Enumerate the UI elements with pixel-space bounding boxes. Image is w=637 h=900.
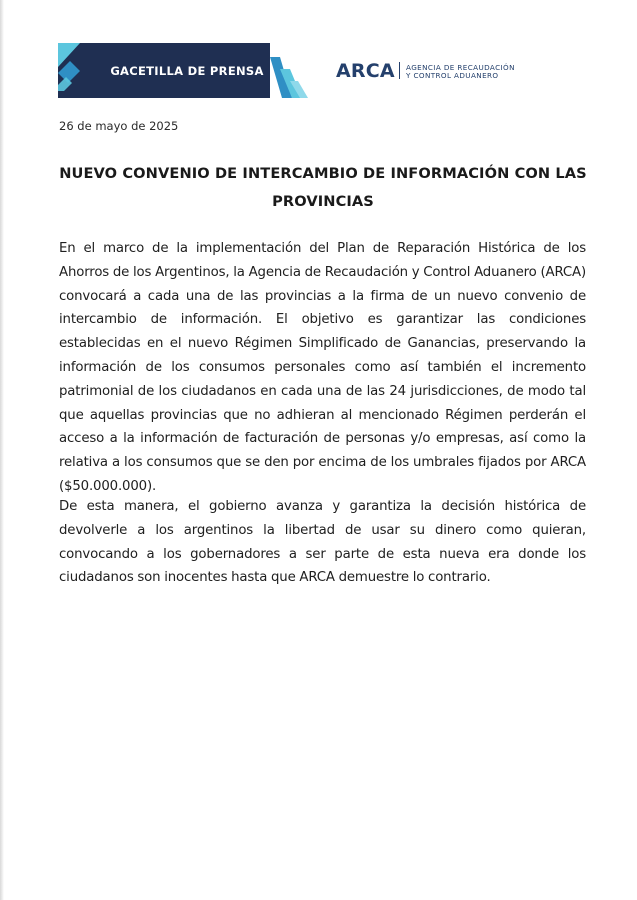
scan-edge [0,0,4,900]
logo-subtitle-line1: AGENCIA DE RECAUDACIÓN [406,63,515,72]
banner-label: GACETILLA DE PRENSA [110,64,264,78]
logo-divider [399,62,400,79]
press-release-banner [58,43,312,98]
release-date: 26 de mayo de 2025 [59,119,179,133]
body-paragraph: De esta manera, el gobierno avanza y garantiza la decisión histórica de devolverle a los argentinos la libertad de usar su dinero como quieran, convocando a los gobernadores a ser parte de esta nueva era donde los ciudadanos son inocentes hasta que ARCA demuestre lo contrario. [59,499,586,586]
logo-subtitle-line2: Y CONTROL ADUANERO [406,71,499,80]
body-paragraph: En el marco de la implementación del Plan de Reparación Histórica de los Ahorros de los Argentinos, la Agencia de Recaudación y Control Aduanero (ARCA) convocará a cada una de las provincias a la firma de un nuevo convenio de intercambio de información. El objetivo es garantizar las condiciones establecidas en el nuevo Régimen Simplificado de Ganancias, preservando la información de los consumos personales como así también el incremento patrimonial de los ciudadanos en cada una de las 24 jurisdicciones, de modo tal que aquellas provincias que no adhieran al mencionado Régimen perderán el acceso a la información de facturación de personas y/o empresas, así como la relativa a los consumos que se den por encima de los umbrales fijados por ARCA ($50.000.000). [59,241,586,494]
press-release-title: NUEVO CONVENIO DE INTERCAMBIO DE INFORMACIÓN CON LAS PROVINCIAS [59,165,587,210]
logo-wordmark: ARCA [336,60,395,82]
